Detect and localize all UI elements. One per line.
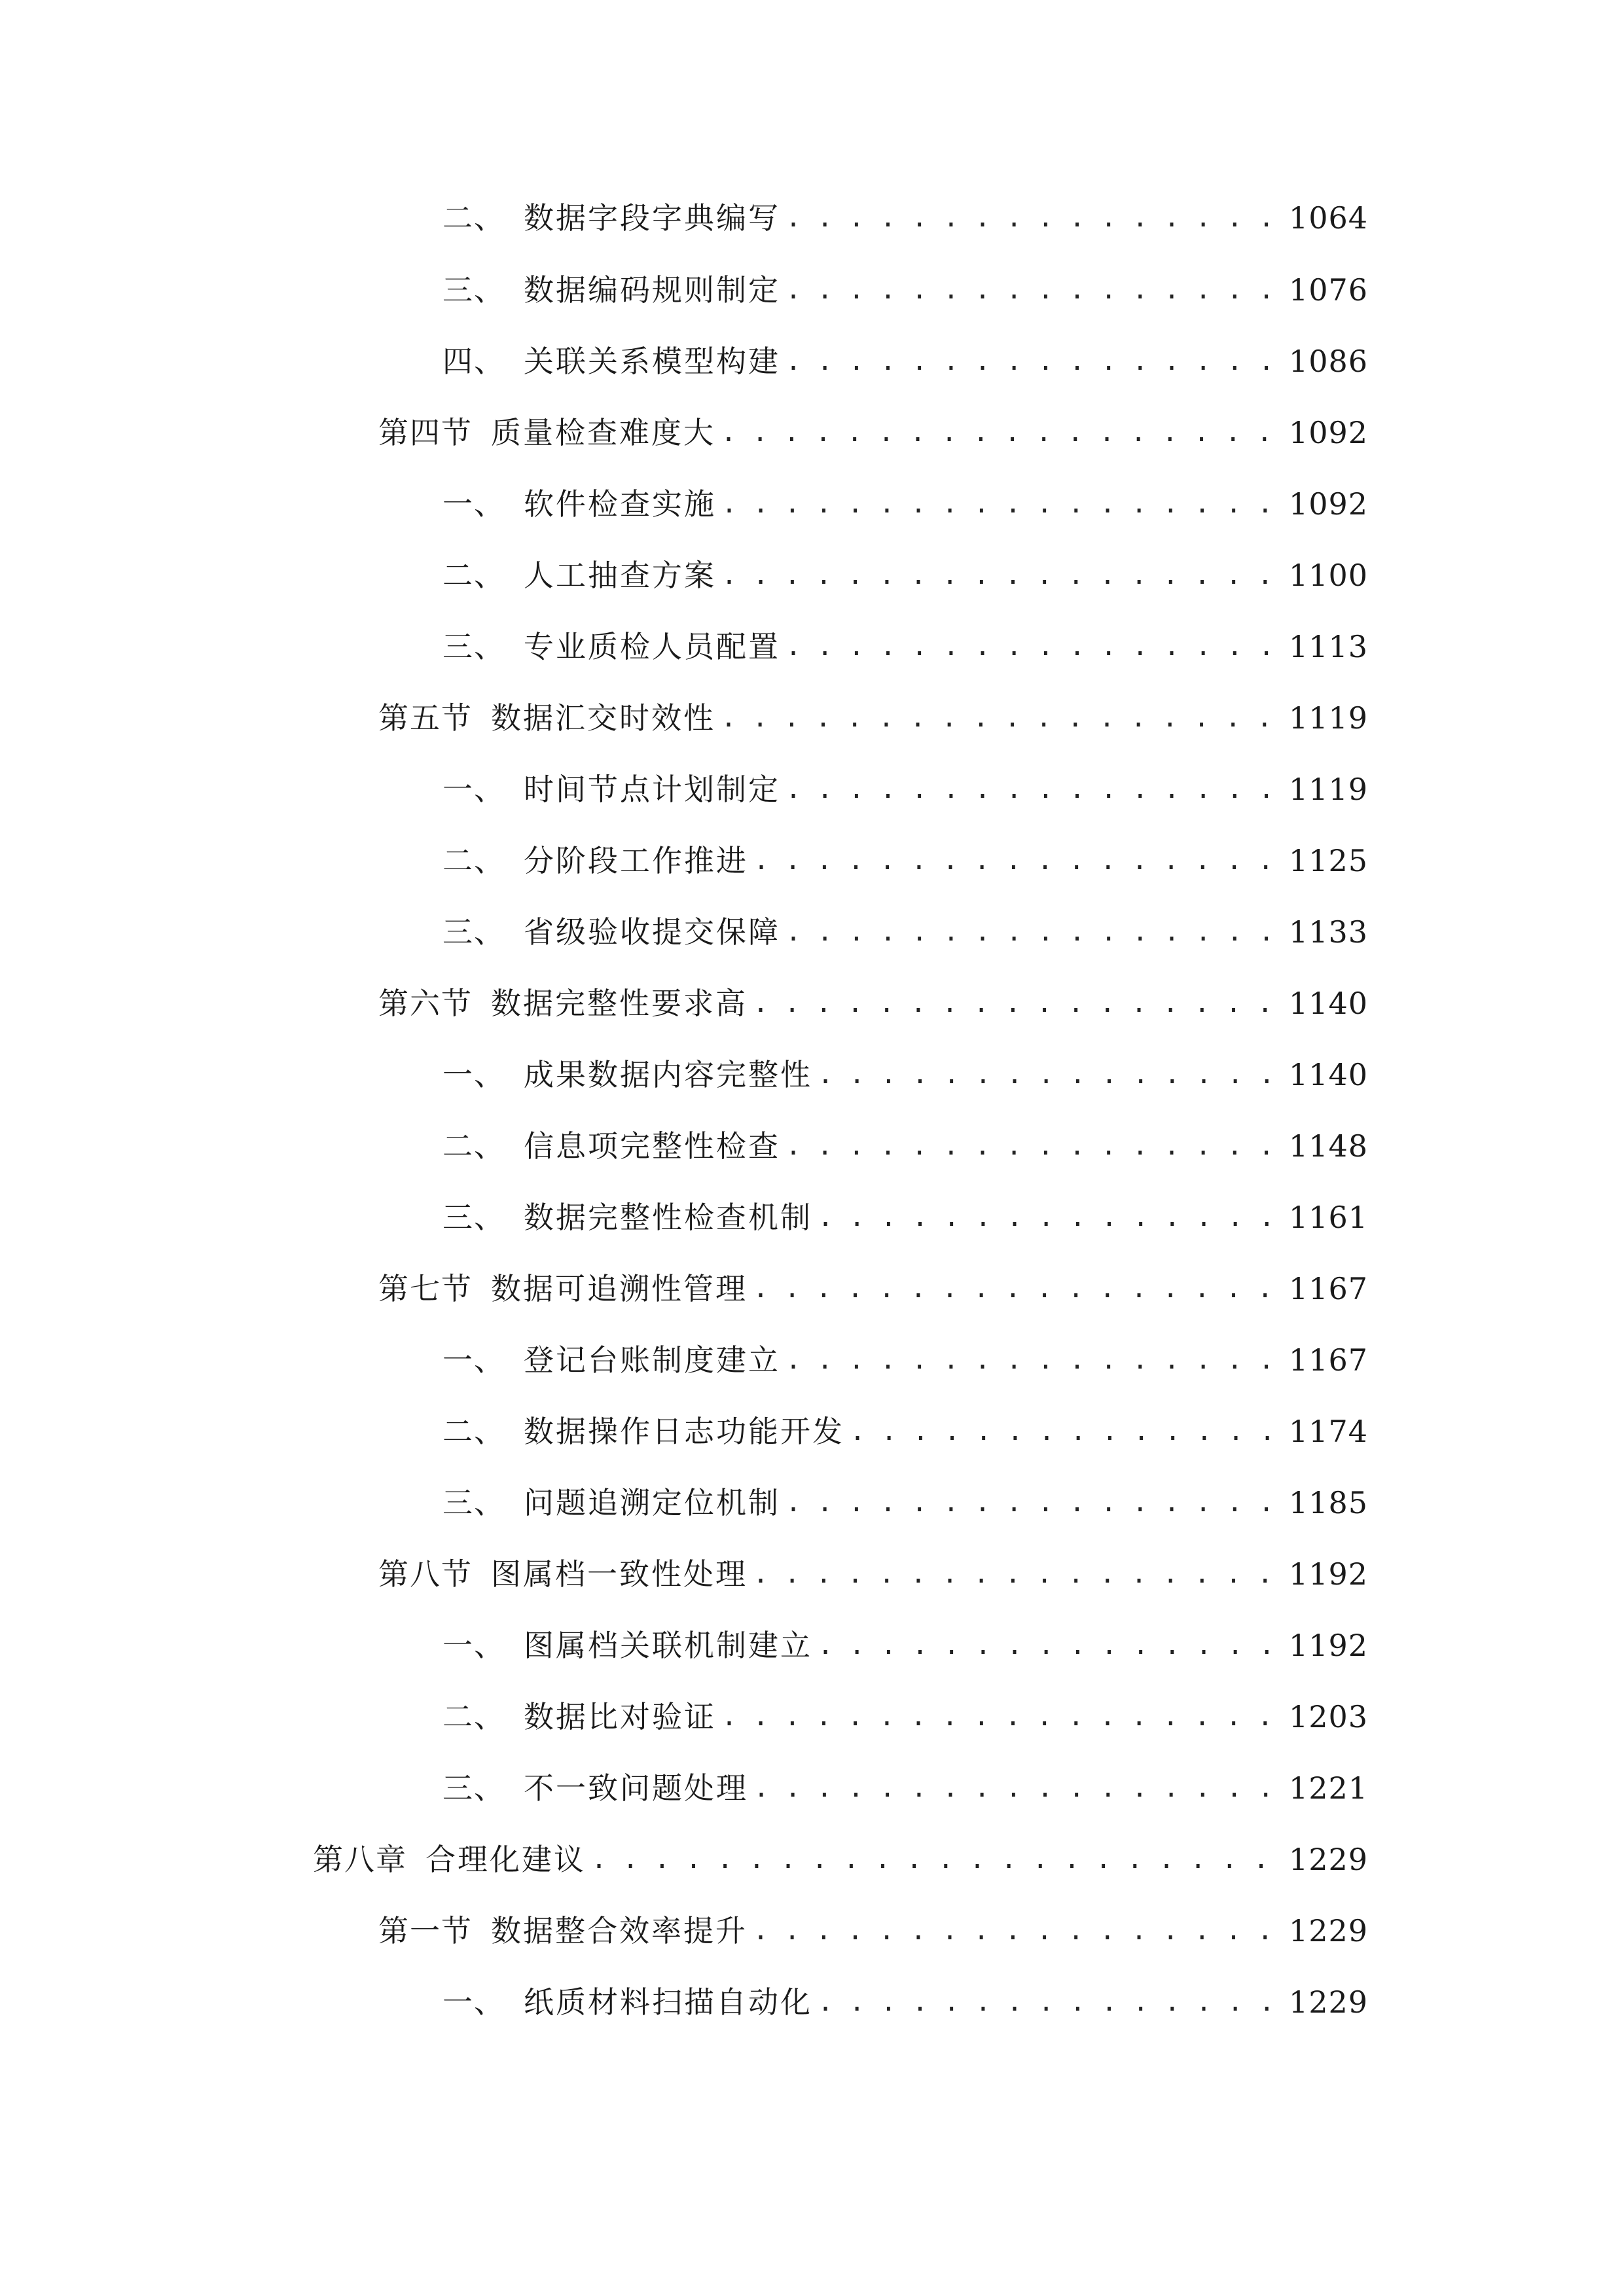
toc-entry-page: 1221: [1288, 1770, 1368, 1806]
dot-leader: [753, 1551, 1282, 1597]
toc-entry-title: 数据比对验证: [524, 1699, 716, 1734]
toc-entry-page: 1133: [1288, 914, 1368, 950]
toc-entry-number: 二、: [442, 558, 505, 593]
dot-leader: [818, 1194, 1282, 1240]
dot-leader: [785, 338, 1282, 384]
toc-entry[interactable]: [442, 552, 1368, 598]
toc-entry-number: 第八章: [313, 1842, 407, 1877]
dot-leader: [818, 1623, 1282, 1668]
toc-entry[interactable]: [442, 1765, 1368, 1811]
toc-entry[interactable]: [378, 1551, 1368, 1597]
toc-entry-page: 1174: [1288, 1414, 1368, 1449]
toc-entry-title: 专业质检人员配置: [524, 629, 780, 664]
toc-entry[interactable]: [442, 1337, 1368, 1383]
dot-leader: [721, 481, 1282, 527]
toc-entry-title: 省级验收提交保障: [524, 914, 780, 950]
toc-entry-number: 二、: [442, 200, 505, 236]
dot-leader: [591, 1837, 1282, 1882]
toc-entry[interactable]: [442, 1052, 1368, 1098]
toc-entry-number: 二、: [442, 1414, 505, 1449]
toc-entry-page: 1076: [1288, 272, 1368, 308]
toc-entry[interactable]: [378, 695, 1368, 741]
toc-entry[interactable]: [442, 1194, 1368, 1240]
toc-entry-number: 第八节: [378, 1556, 473, 1592]
toc-entry[interactable]: [442, 838, 1368, 884]
toc-entry-title: 数据操作日志功能开发: [524, 1414, 844, 1449]
dot-leader: [785, 624, 1282, 670]
toc-entry-number: 二、: [442, 1128, 505, 1164]
toc-entry-page: 1229: [1288, 1913, 1368, 1948]
toc-entry[interactable]: [442, 1979, 1368, 2025]
toc-entry-page: 1113: [1288, 629, 1368, 664]
toc-entry-number: 三、: [442, 629, 505, 664]
toc-entry-number: 一、: [442, 772, 505, 807]
dot-leader: [753, 1908, 1282, 1954]
toc-entry-page: 1100: [1288, 558, 1368, 593]
dot-leader: [785, 195, 1282, 241]
toc-entry-page: 1092: [1288, 415, 1368, 450]
dot-leader: [818, 1979, 1282, 2025]
toc-entry-page: 1125: [1288, 843, 1368, 878]
toc-entry-page: 1203: [1288, 1699, 1368, 1734]
dot-leader: [753, 838, 1282, 884]
toc-entry-number: 三、: [442, 1200, 505, 1235]
toc-entry-number: 二、: [442, 1699, 505, 1734]
toc-entry-title: 图属档关联机制建立: [524, 1628, 812, 1663]
toc-entry[interactable]: [442, 1623, 1368, 1668]
toc-entry-number: 二、: [442, 843, 505, 878]
toc-entry[interactable]: [442, 338, 1368, 384]
toc-entry-title: 数据汇交时效性: [491, 700, 715, 736]
toc-entry-page: 1229: [1288, 1984, 1368, 2020]
toc-entry[interactable]: [378, 1908, 1368, 1954]
toc-entry-title: 登记台账制度建立: [524, 1342, 780, 1378]
toc-entry-page: 1064: [1288, 200, 1368, 236]
toc-entry[interactable]: [442, 195, 1368, 241]
toc-entry-number: 一、: [442, 1628, 505, 1663]
dot-leader: [785, 1123, 1282, 1169]
toc-entry[interactable]: [442, 1694, 1368, 1740]
toc-entry[interactable]: [442, 1480, 1368, 1526]
toc-entry-page: 1140: [1288, 1057, 1368, 1092]
dot-leader: [721, 410, 1282, 456]
toc-entry-page: 1192: [1288, 1628, 1368, 1663]
toc-entry-title: 数据完整性要求高: [491, 986, 748, 1021]
toc-entry-page: 1140: [1288, 986, 1368, 1021]
toc-entry-number: 一、: [442, 486, 505, 522]
toc-entry-page: 1148: [1288, 1128, 1368, 1164]
toc-entry-number: 一、: [442, 1057, 505, 1092]
toc-entry[interactable]: [442, 1123, 1368, 1169]
dot-leader: [850, 1408, 1282, 1454]
toc-entry-number: 一、: [442, 1342, 505, 1378]
dot-leader: [753, 1266, 1282, 1312]
toc-entry[interactable]: [442, 624, 1368, 670]
dot-leader: [785, 1337, 1282, 1383]
toc-entry-title: 合理化建议: [425, 1842, 586, 1877]
dot-leader: [818, 1052, 1282, 1098]
toc-entry-title: 数据整合效率提升: [491, 1913, 748, 1948]
dot-leader: [721, 1694, 1282, 1740]
toc-entry-number: 第七节: [378, 1271, 473, 1306]
toc-entry[interactable]: [442, 766, 1368, 812]
dot-leader: [721, 695, 1282, 741]
toc-entry-title: 问题追溯定位机制: [524, 1485, 780, 1520]
dot-leader: [753, 1765, 1282, 1811]
toc-entry-page: 1119: [1288, 772, 1368, 807]
toc-entry-title: 成果数据内容完整性: [524, 1057, 812, 1092]
dot-leader: [785, 909, 1282, 955]
toc-entry-title: 关联关系模型构建: [524, 344, 780, 379]
toc-entry-number: 三、: [442, 1770, 505, 1806]
toc-entry-title: 时间节点计划制定: [524, 772, 780, 807]
toc-entry-number: 第五节: [378, 700, 473, 736]
dot-leader: [785, 766, 1282, 812]
toc-entry-title: 数据编码规则制定: [524, 272, 780, 308]
toc-entry[interactable]: [378, 410, 1368, 456]
toc-entry[interactable]: [378, 980, 1368, 1026]
toc-entry-page: 1086: [1288, 344, 1368, 379]
toc-entry-title: 软件检查实施: [524, 486, 716, 522]
toc-entry-title: 图属档一致性处理: [491, 1556, 748, 1592]
toc-entry-page: 1185: [1288, 1485, 1368, 1520]
toc-entry-title: 信息项完整性检查: [524, 1128, 780, 1164]
dot-leader: [785, 1480, 1282, 1526]
toc-entry-number: 四、: [442, 344, 505, 379]
dot-leader: [721, 552, 1282, 598]
toc-entry-page: 1167: [1288, 1342, 1368, 1378]
dot-leader: [785, 267, 1282, 313]
toc-entry-number: 三、: [442, 1485, 505, 1520]
dot-leader: [753, 980, 1282, 1026]
toc-entry-number: 三、: [442, 272, 505, 308]
toc-entry-title: 人工抽查方案: [524, 558, 716, 593]
toc-entry-page: 1192: [1288, 1556, 1368, 1592]
toc-entry[interactable]: [313, 1837, 1368, 1882]
toc-entry[interactable]: [442, 909, 1368, 955]
toc-entry-number: 第四节: [378, 415, 473, 450]
toc-entry-title: 数据可追溯性管理: [491, 1271, 748, 1306]
toc-entry-title: 不一致问题处理: [524, 1770, 748, 1806]
toc-entry-title: 数据完整性检查机制: [524, 1200, 812, 1235]
toc-entry-title: 分阶段工作推进: [524, 843, 748, 878]
toc-entry-page: 1119: [1288, 700, 1368, 736]
toc-entry-title: 纸质材料扫描自动化: [524, 1984, 812, 2020]
toc-entry-title: 质量检查难度大: [491, 415, 715, 450]
toc-entry[interactable]: [442, 267, 1368, 313]
toc-entry-number: 三、: [442, 914, 505, 950]
toc-entry[interactable]: [378, 1266, 1368, 1312]
toc-entry-number: 第一节: [378, 1913, 473, 1948]
toc-entry-page: 1167: [1288, 1271, 1368, 1306]
toc-entry-page: 1092: [1288, 486, 1368, 522]
toc-entry-number: 第六节: [378, 986, 473, 1021]
toc-entry-title: 数据字段字典编写: [524, 200, 780, 236]
toc-entry-page: 1161: [1288, 1200, 1368, 1235]
toc-entry-page: 1229: [1288, 1842, 1368, 1877]
toc-entry[interactable]: [442, 1408, 1368, 1454]
toc-entry-number: 一、: [442, 1984, 505, 2020]
toc-entry[interactable]: [442, 481, 1368, 527]
